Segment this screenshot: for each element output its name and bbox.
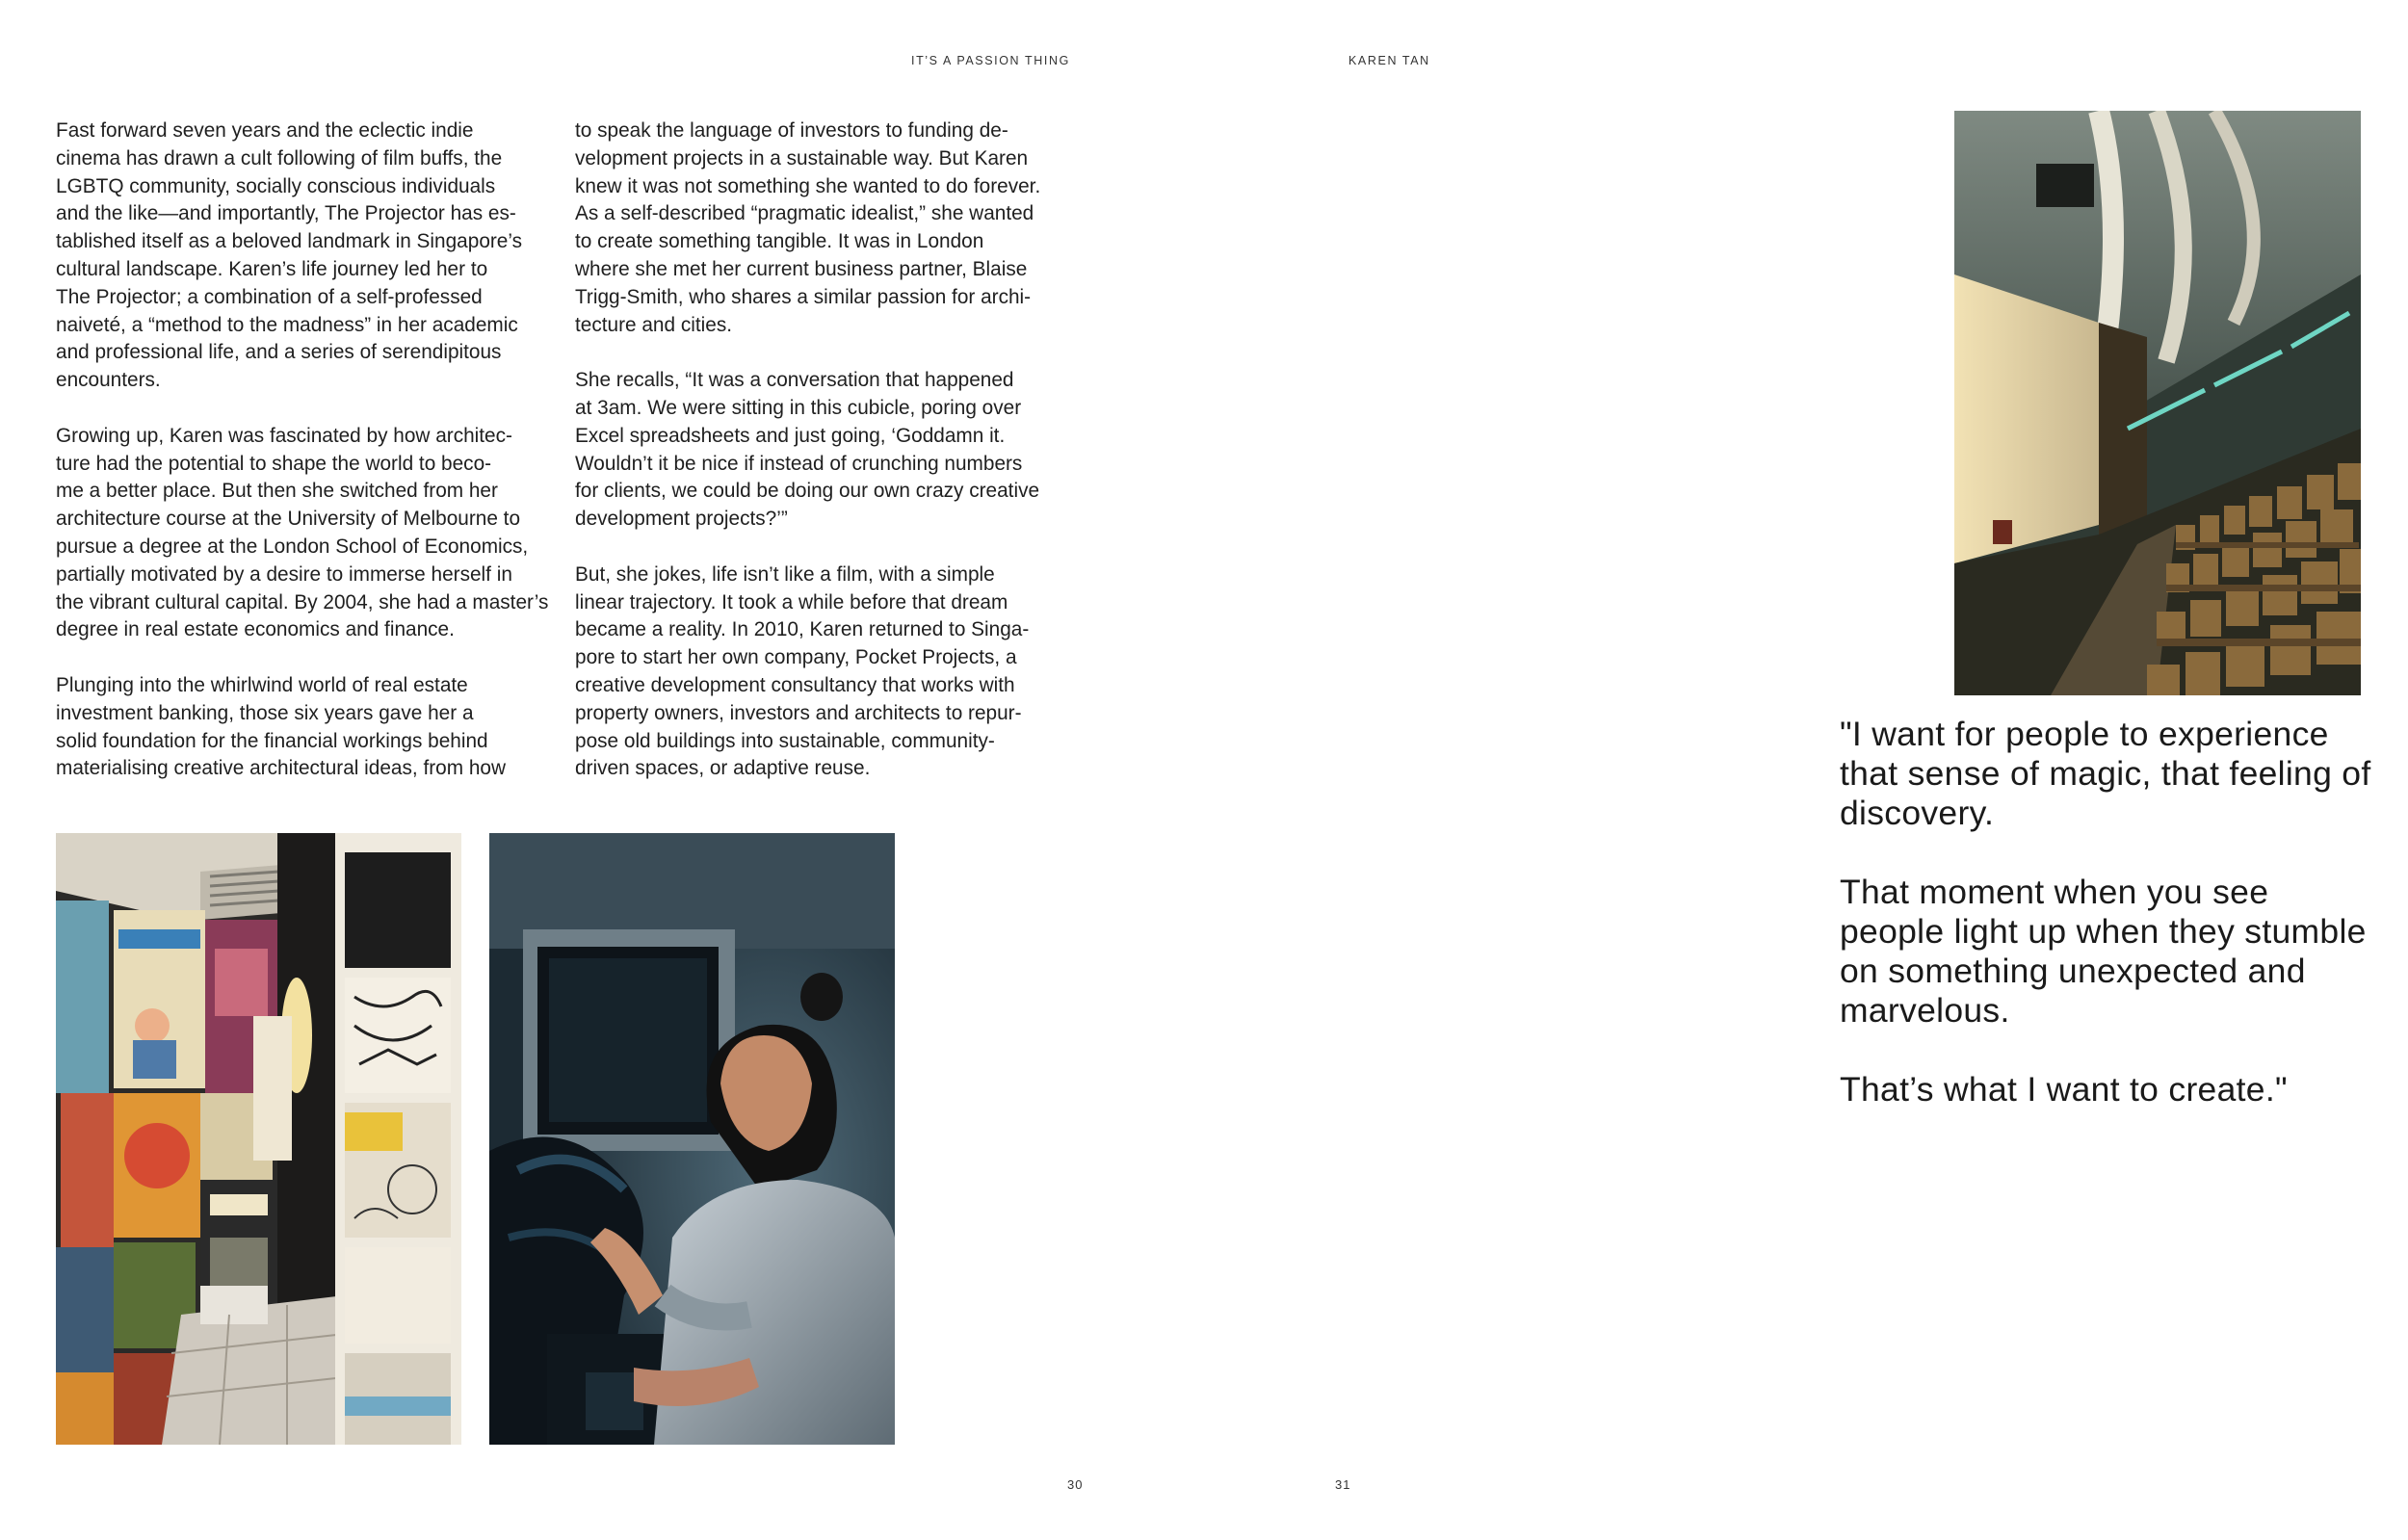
photo-poster-lobby — [56, 833, 461, 1445]
paragraph: Fast forward seven years and the eclectic indie cinema has drawn a cult following of film buffs, the LGBTQ community, socially conscious individuals and the like—and importantly, The Projector has es- tablished itself as a beloved landmark in Singapore’s cultural landscape. Karen’s life journey led her to The Projector; a combination of a self-professed naiveté, a “method to the madness” in her academic and professional life, and a series of serendipitous encounters. — [56, 119, 523, 392]
photo-cinema-hall — [1954, 111, 2361, 695]
quote-paragraph: "I want for people to experience that sense of magic, that feeling of discovery. — [1840, 715, 2371, 832]
quote-paragraph: That moment when you see people light up when they stumble on something unexpected and marvelous. — [1840, 873, 2367, 1030]
paragraph: Growing up, Karen was fascinated by how architec- ture had the potential to shape the world to beco- me a better place. But then she switched from her architecture course at the University of Melbourne to pursue a degree at the London School of Economics, partially motivated by a desire to immerse herself in the vibrant cultural capital. By 2004, she had a master’s degree in real estate economics and finance. — [56, 424, 549, 641]
photo-projectionist — [489, 833, 895, 1445]
paragraph: to speak the language of investors to funding de- velopment projects in a sustainable way. But Karen knew it was not something she wanted to do forever. As a self-described “pragmatic idealist,” she wanted to create something tangible. It was in London where she met her current business partner, Blaise Trigg-Smith, who shares a similar passion for archi- tecture and cities. — [575, 119, 1041, 336]
article-column-1 — [56, 117, 566, 811]
article-column-2 — [575, 117, 1086, 811]
paragraph: Plunging into the whirlwind world of real estate investment banking, those six years gave her a solid foundation for the financial workings behind materialising creative architectural ideas, from how — [56, 673, 506, 780]
page-number-left: 30 — [1067, 1477, 1084, 1492]
running-head-left: IT’S A PASSION THING — [911, 54, 1070, 67]
pull-quote — [1840, 715, 2379, 1149]
paragraph: But, she jokes, life isn’t like a film, with a simple linear trajectory. It took a while before that dream became a reality. In 2010, Karen returned to Singa- pore to start her own company, Pocket Projects, a creative development consultancy that works with property owners, investors and architects to repur- pose old buildings into sustainable, community- driven spaces, or adaptive reuse. — [575, 562, 1030, 780]
page-number-right: 31 — [1335, 1477, 1351, 1492]
quote-paragraph: That’s what I want to create." — [1840, 1070, 2288, 1109]
running-head-right: KAREN TAN — [1348, 54, 1430, 67]
paragraph: She recalls, “It was a conversation that happened at 3am. We were sitting in this cubicle, poring over Excel spreadsheets and just going, ‘Goddamn it. Wouldn’t it be nice if instead of crunching numbers for clients, we could be doing our own crazy creative development projects?’” — [575, 369, 1040, 531]
